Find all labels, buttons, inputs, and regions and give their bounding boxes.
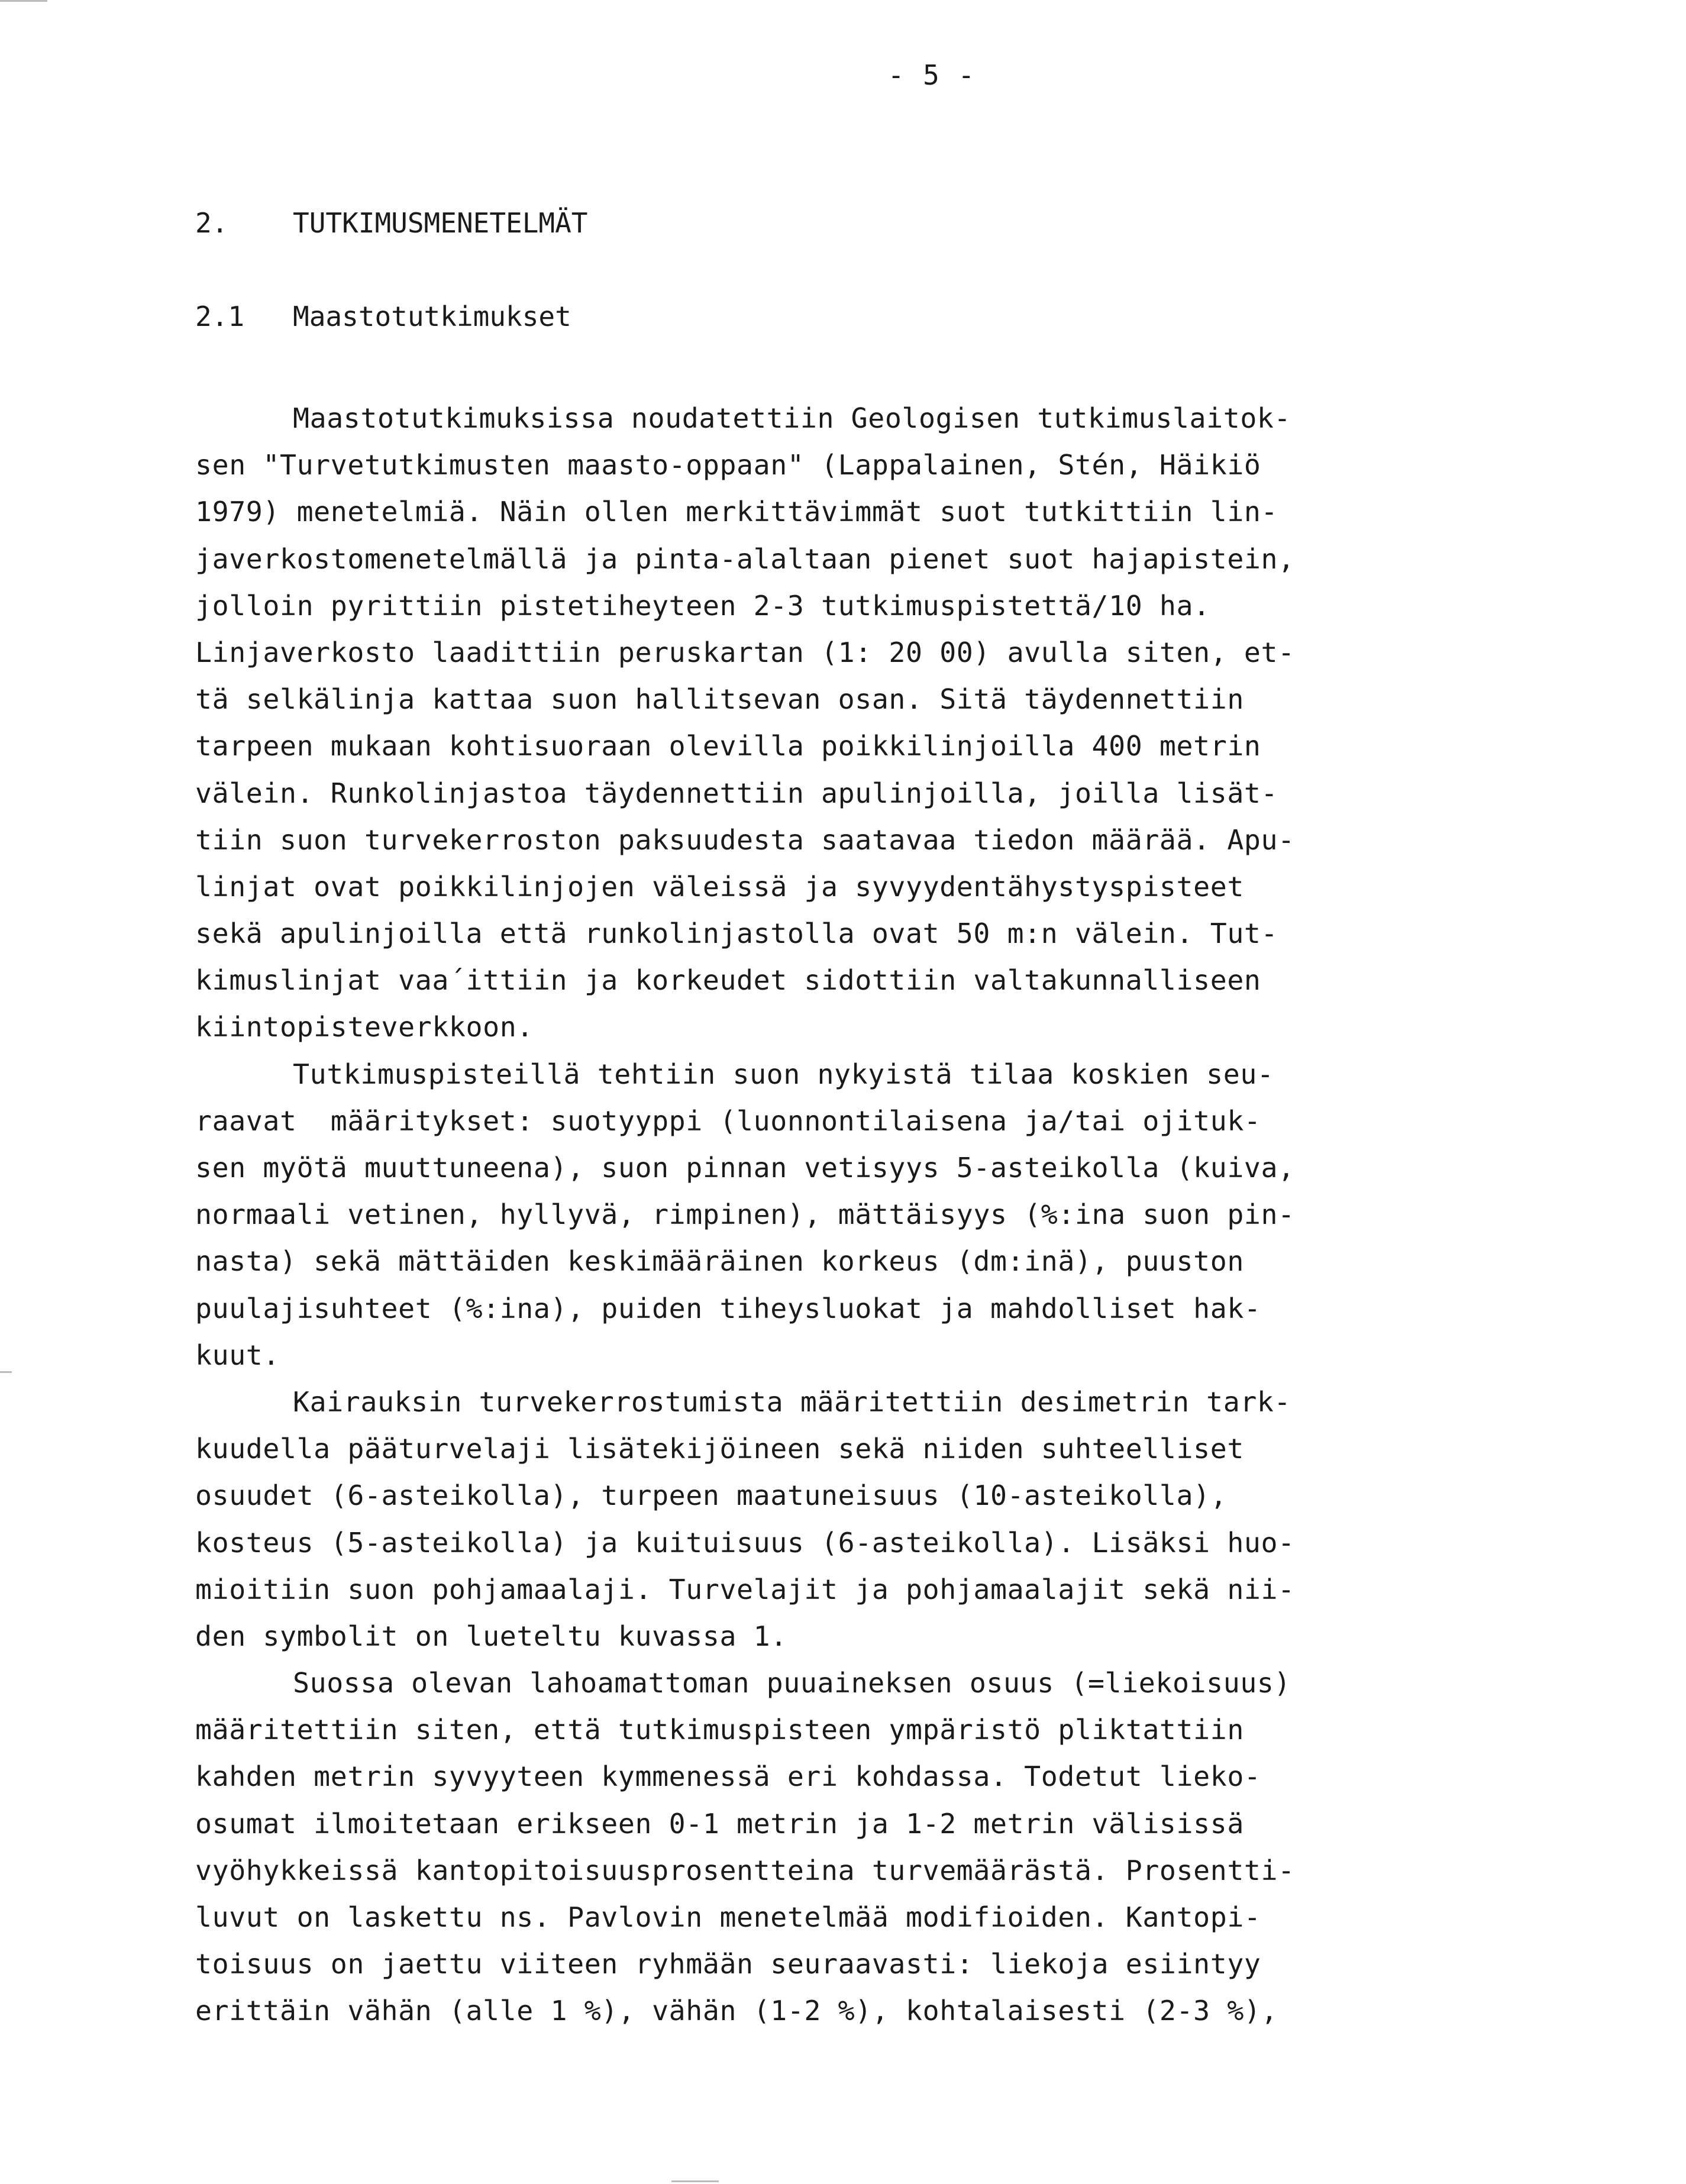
text-line: kahden metrin syvyyteen kymmenessä eri kohdassa. Todetut lieko- xyxy=(195,1760,1261,1793)
text-line: sen myötä muuttuneena), suon pinnan vetisyys 5-asteikolla (kuiva, xyxy=(195,1152,1295,1184)
text-line: kuut. xyxy=(195,1339,280,1371)
text-line: kuudella pääturvelaji lisätekijöineen sekä niiden suhteelliset xyxy=(195,1433,1244,1465)
paragraph-3 xyxy=(195,1379,1497,1660)
section-number: 2. xyxy=(195,207,228,239)
text-line: vyöhykkeissä kantopitoisuusprosentteina turvemäärästä. Prosentti- xyxy=(195,1854,1295,1886)
paragraph-4 xyxy=(195,1660,1497,2035)
text-line: puulajisuhteet (%:ina), puiden tiheysluokat ja mahdolliset hak- xyxy=(195,1292,1261,1324)
text-line: Linjaverkosto laadittiin peruskartan (1: 20 00) avulla siten, et- xyxy=(195,636,1295,668)
subsection-number: 2.1 xyxy=(195,301,245,332)
text-line: mioitiin suon pohjamaalaji. Turvelajit ja pohjamaalajit sekä nii- xyxy=(195,1573,1295,1605)
text-line: Suossa olevan lahoamattoman puuaineksen osuus (=liekoisuus) xyxy=(293,1667,1291,1700)
text-line: raavat määritykset: suotyyppi (luonnontilaisena ja/tai ojituk- xyxy=(195,1104,1261,1137)
paragraph-1 xyxy=(195,395,1497,1051)
subsection-heading xyxy=(195,301,571,332)
text-line: Tutkimuspisteillä tehtiin suon nykyistä tilaa koskien seu- xyxy=(293,1058,1274,1090)
text-line: osumat ilmoitetaan erikseen 0-1 metrin ja 1-2 metrin välisissä xyxy=(195,1807,1244,1840)
section-heading xyxy=(195,207,588,239)
text-line: osuudet (6-asteikolla), turpeen maatuneisuus (10-asteikolla), xyxy=(195,1479,1228,1512)
text-line: kosteus (5-asteikolla) ja kuituisuus (6-asteikolla). Lisäksi huo- xyxy=(195,1526,1295,1559)
scan-artifact xyxy=(0,0,47,2)
text-line: nasta) sekä mättäiden keskimääräinen korkeus (dm:inä), puuston xyxy=(195,1245,1244,1278)
text-line: luvut on laskettu ns. Pavlovin menetelmää modifioiden. Kantopi- xyxy=(195,1901,1261,1933)
text-line: linjat ovat poikkilinjojen väleissä ja syvyydentähystyspisteet xyxy=(195,870,1244,903)
text-line: erittäin vähän (alle 1 %), vähän (1-2 %), kohtalaisesti (2-3 %), xyxy=(195,1995,1278,2027)
text-line: määritettiin siten, että tutkimuspisteen ympäristö pliktattiin xyxy=(195,1714,1244,1746)
text-line: toisuus on jaettu viiteen ryhmään seuraavasti: liekoja esiintyy xyxy=(195,1948,1261,1981)
text-line: sen "Turvetutkimusten maasto-oppaan" (Lappalainen, Stén, Häikiö xyxy=(195,449,1261,482)
text-line: välein. Runkolinjastoa täydennettiin apulinjoilla, joilla lisät- xyxy=(195,777,1278,809)
text-line: normaali vetinen, hyllyvä, rimpinen), mättäisyys (%:ina suon pin- xyxy=(195,1198,1295,1231)
body-text xyxy=(195,395,1497,2035)
text-line: sekä apulinjoilla että runkolinjastolla ovat 50 m:n välein. Tut- xyxy=(195,917,1278,950)
text-line: Maastotutkimuksissa noudatettiin Geologisen tutkimuslaitok- xyxy=(293,402,1291,434)
subsection-title: Maastotutkimukset xyxy=(293,301,571,332)
scan-artifact xyxy=(0,1371,12,1373)
section-title: TUTKIMUSMENETELMÄT xyxy=(293,207,588,239)
text-line: den symbolit on lueteltu kuvassa 1. xyxy=(195,1620,787,1652)
text-line: kiintopisteverkkoon. xyxy=(195,1011,534,1043)
text-line: Kairauksin turvekerrostumista määritettiin desimetrin tark- xyxy=(293,1385,1291,1418)
text-line: javerkostomenetelmällä ja pinta-alaltaan pienet suot hajapistein, xyxy=(195,542,1295,575)
text-line: jolloin pyrittiin pistetiheyteen 2-3 tutkimuspistettä/10 ha. xyxy=(195,589,1210,622)
text-line: tarpeen mukaan kohtisuoraan olevilla poikkilinjoilla 400 metrin xyxy=(195,730,1261,763)
text-line: kimuslinjat vaa´ittiin ja korkeudet sidottiin valtakunnalliseen xyxy=(195,964,1261,997)
text-line: tiin suon turvekerroston paksuudesta saatavaa tiedon määrää. Apu- xyxy=(195,823,1295,856)
text-line: 1979) menetelmiä. Näin ollen merkittävimmät suot tutkittiin lin- xyxy=(195,496,1278,528)
text-line: tä selkälinja kattaa suon hallitsevan osan. Sitä täydennettiin xyxy=(195,683,1244,716)
page-number: - 5 - xyxy=(887,59,976,91)
scan-artifact xyxy=(671,2180,719,2182)
paragraph-2 xyxy=(195,1051,1497,1379)
